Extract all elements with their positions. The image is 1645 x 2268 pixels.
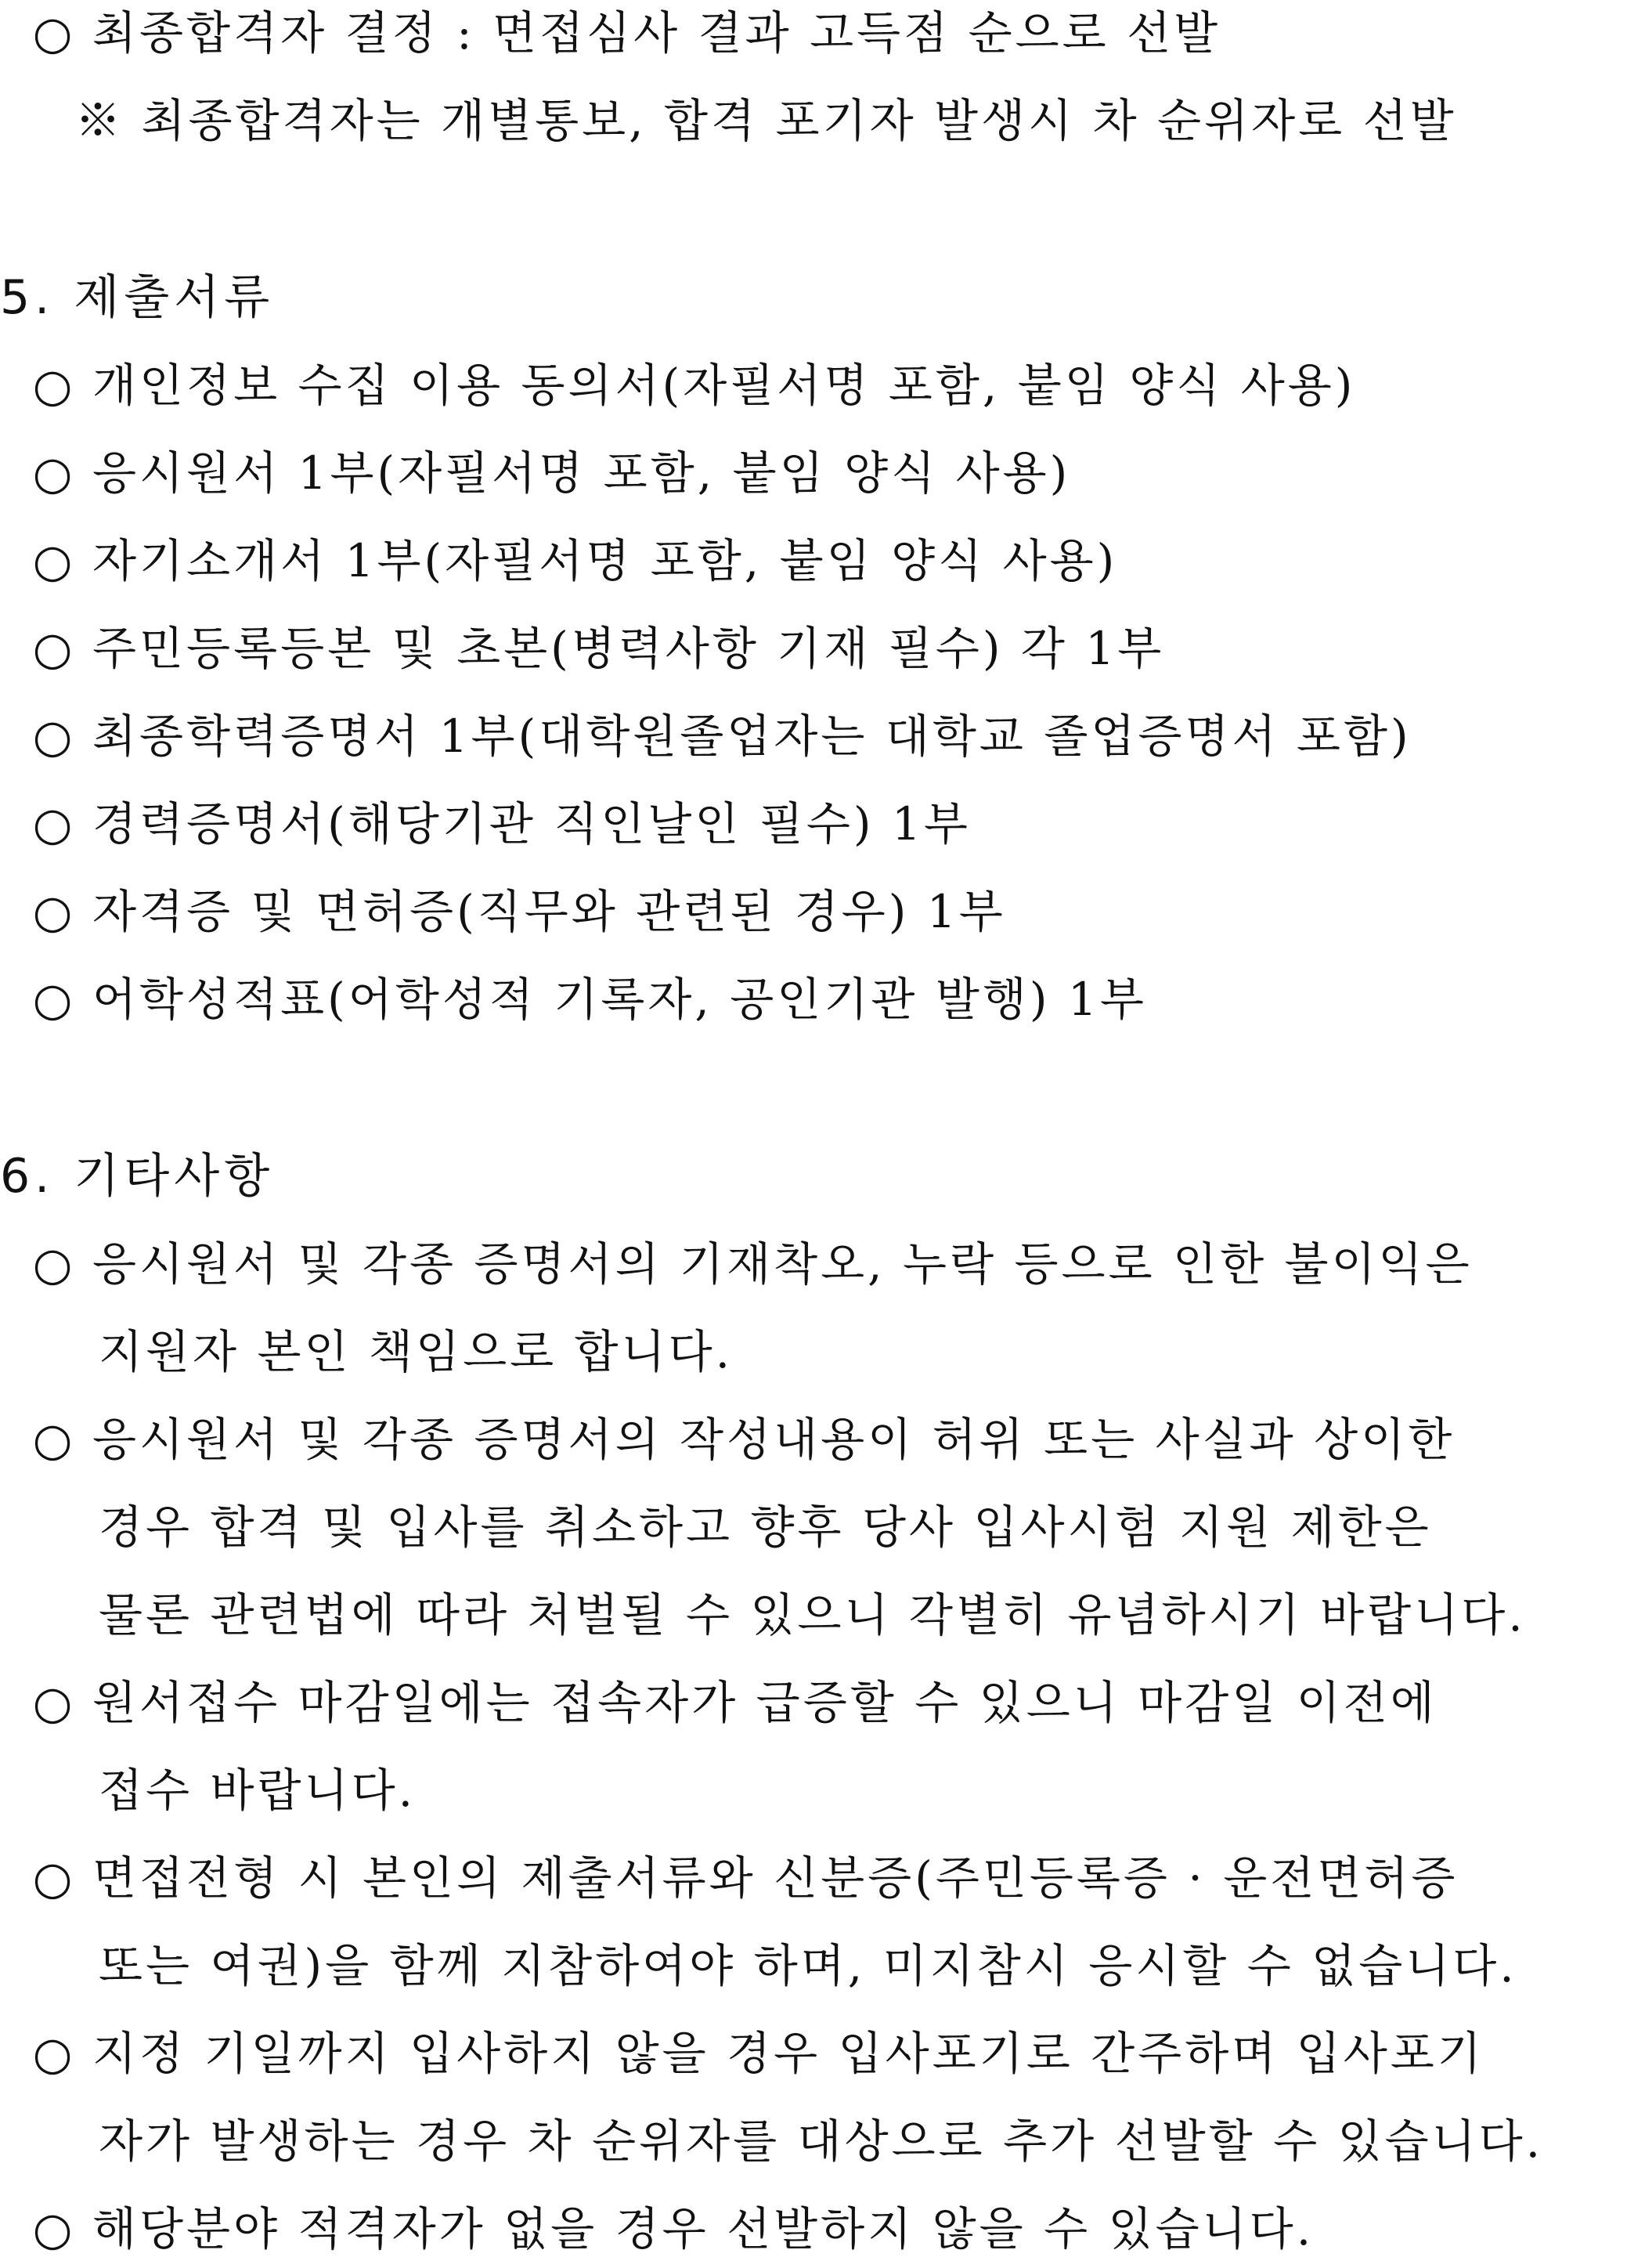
circle-bullet: ○ — [32, 6, 76, 60]
circle-bullet: ○ — [32, 446, 76, 500]
list-item — [31, 1847, 1458, 1909]
list-item — [31, 1408, 1455, 1471]
list-item-continuation: 지원자 본인 책임으로 합니다. — [99, 1325, 734, 1378]
item-text: 해당분야 적격자가 없을 경우 선발하지 않을 수 있습니다. — [92, 2202, 1315, 2255]
item-text: 원서접수 마감일에는 접속자가 급증할 수 있으니 마감일 이전에 — [92, 1676, 1438, 1729]
item-text: 응시원서 및 각종 증명서의 기재착오, 누락 등으로 인한 불이익은 — [92, 1237, 1473, 1291]
item-text: 주민등록등본 및 초본(병력사항 기재 필수) 각 1부 — [92, 622, 1165, 675]
circle-bullet: ○ — [32, 622, 76, 675]
item-text: 면접전형 시 본인의 제출서류와 신분증(주민등록증 · 운전면허증 — [92, 1851, 1459, 1905]
final-pass-note — [75, 89, 1457, 152]
list-item — [31, 617, 1164, 680]
note-text: 최종합격자는 개별통보, 합격 포기자 발생시 차 순위자로 선발 — [141, 94, 1457, 147]
circle-bullet: ○ — [32, 1676, 76, 1729]
circle-bullet: ○ — [32, 1851, 76, 1905]
final-pass-decision-item — [31, 2, 1221, 64]
list-item-continuation: 물론 관련법에 따라 처벌될 수 있으니 각별히 유념하시기 바랍니다. — [99, 1588, 1526, 1641]
list-item — [31, 880, 1006, 943]
list-item — [31, 2198, 1314, 2260]
section-heading-other-notes: 6. 기타사항 — [0, 1149, 275, 1204]
item-text: 자기소개서 1부(자필서명 포함, 붙임 양식 사용) — [92, 534, 1118, 587]
item-text: 응시원서 및 각종 증명서의 작성내용이 허위 또는 사실과 상이한 — [92, 1413, 1456, 1466]
circle-bullet: ○ — [32, 1237, 76, 1291]
circle-bullet: ○ — [32, 885, 76, 938]
item-text: 최종합격자 결정 : 면접심사 결과 고득점 순으로 선발 — [92, 6, 1221, 60]
list-item-continuation: 자가 발생하는 경우 차 순위자를 대상으로 추가 선발할 수 있습니다. — [99, 2115, 1544, 2168]
circle-bullet: ○ — [32, 359, 76, 412]
list-item — [31, 529, 1117, 592]
item-text: 개인정보 수집 이용 동의서(자필서명 포함, 붙임 양식 사용) — [92, 359, 1356, 412]
list-item — [31, 1233, 1473, 1295]
item-text: 응시원서 1부(자필서명 포함, 붙임 양식 사용) — [92, 446, 1071, 500]
list-item — [31, 1671, 1438, 1734]
circle-bullet: ○ — [32, 710, 76, 763]
item-text: 경력증명서(해당기관 직인날인 필수) 1부 — [92, 797, 971, 850]
list-item-continuation: 접수 바랍니다. — [99, 1764, 417, 1817]
list-item — [31, 968, 1147, 1031]
list-item-continuation: 또는 여권)을 함께 지참하여야 하며, 미지참시 응시할 수 없습니다. — [99, 1939, 1517, 1992]
circle-bullet: ○ — [32, 1413, 76, 1466]
circle-bullet: ○ — [32, 973, 76, 1026]
list-item — [31, 2022, 1484, 2085]
circle-bullet: ○ — [32, 2027, 76, 2080]
circle-bullet: ○ — [32, 534, 76, 587]
item-text: 어학성적표(어학성적 기록자, 공인기관 발행) 1부 — [92, 973, 1147, 1026]
item-text: 지정 기일까지 입사하지 않을 경우 입사포기로 간주하며 입사포기 — [92, 2027, 1484, 2080]
item-text: 자격증 및 면허증(직무와 관련된 경우) 1부 — [92, 885, 1006, 938]
list-item — [31, 705, 1412, 767]
reference-mark: ※ — [75, 94, 124, 147]
section-heading-documents: 5. 제출서류 — [0, 270, 275, 325]
list-item — [31, 442, 1070, 504]
circle-bullet: ○ — [32, 797, 76, 850]
list-item — [31, 354, 1355, 417]
circle-bullet: ○ — [32, 2202, 76, 2255]
list-item-continuation: 경우 합격 및 입사를 취소하고 향후 당사 입사시험 지원 제한은 — [99, 1501, 1432, 1554]
item-text: 최종학력증명서 1부(대학원졸업자는 대학교 졸업증명서 포함) — [92, 710, 1412, 763]
list-item — [31, 793, 971, 855]
